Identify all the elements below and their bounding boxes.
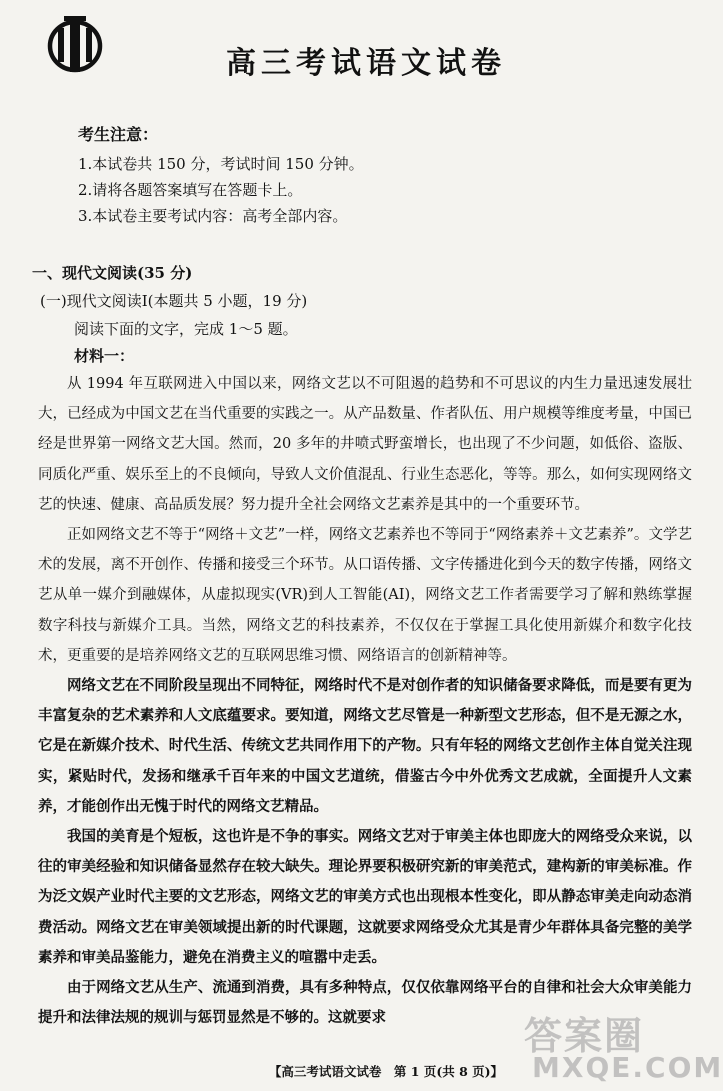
site-watermark <box>504 1001 723 1087</box>
passage-paragraph: 由于网络文艺从生产、流通到消费，具有多种特点，仅仅依靠网络平台的自律和社会大众审美能力提升和法律法规的规训与惩罚显然是不够的。这就要求 <box>38 979 692 1027</box>
notice-heading: 考生注意： <box>78 125 159 144</box>
notice-item-1: 1.本试卷共 150 分，考试时间 150 分钟。 <box>78 155 364 173</box>
reading-instruction: 阅读下面的文字，完成 1～5 题。 <box>74 320 298 338</box>
page-title: 高三考试语文试卷 <box>226 46 506 81</box>
reading-passage <box>38 369 692 1033</box>
passage-paragraph: 我国的美育是个短板，这也许是不争的事实。网络文艺对于审美主体也即庞大的网络受众来说，以往的审美经验和知识储备显然存在较大缺失。理论界要积极研究新的审美范式，建构新的审美标准。作为泛文娱产业时代主要的文艺形态，网络文艺的审美方式也出现根本性变化，即从静态审美走向动态消费活动。网络文艺在审美领域提出新的时代课题，这就要求网络受众尤其是青少年群体具备完整的美学素养和审美品鉴能力，避免在消费主义的喧嚣中走丢。 <box>38 828 692 966</box>
part-title: 一、现代文阅读(35 分) <box>32 264 193 282</box>
passage-paragraph: 网络文艺在不同阶段呈现出不同特征，网络时代不是对创作者的知识储备要求降低，而是要有更为丰富复杂的艺术素养和人文底蕴要求。要知道，网络文艺尽管是一种新型文艺形态，但不是无源之水，它是在新媒介技术、时代生活、传统文艺共同作用下的产物。只有年轻的网络文艺创作主体自觉关注现实，紧贴时代，发扬和继承千百年来的中国文艺道统，借鉴古今中外优秀文艺成就，全面提升人文素养，才能创作出无愧于时代的网络文艺精品。 <box>38 677 692 815</box>
material-label: 材料一： <box>74 347 135 365</box>
watermark-domain: MXQE.COM <box>532 1051 723 1084</box>
passage-paragraph: 正如网络文艺不等于“网络＋文艺”一样，网络文艺素养也不等同于“网络素养＋文艺素养”。文学艺术的发展，离不开创作、传播和接受三个环节。从口语传播、文字传播进化到今天的数字传播，网络文艺从单一媒介到融媒体，从虚拟现实(VR)到人工智能(AI)，网络文艺工作者需要学习了解和熟练掌握数字科技与新媒介工具。当然，网络文艺的科技素养，不仅仅在于掌握工具化使用新媒介和数字化技术，更重要的是培养网络文艺的互联网思维习惯、网络语言的创新精神等。 <box>38 527 692 664</box>
notice-item-3: 3.本试卷主要考试内容：高考全部内容。 <box>78 207 348 225</box>
passage-paragraph: 从 1994 年互联网进入中国以来，网络文艺以不可阻遏的趋势和不可思议的内生力量迅速发展壮大，已经成为中国文艺在当代重要的实践之一。从产品数量、作者队伍、用户规模等维度考量，中国已经是世界第一网络文艺大国。然而，20 多年的井喷式野蛮增长，也出现了不少问题，如低俗、盗版、同质化严重、娱乐至上的不良倾向，导致人文价值混乱、行业生态恶化，等等。那么，如何实现网络文艺的快速、健康、高品质发展？努力提升全社会网络文艺素养是其中的一个重要环节。 <box>38 376 692 513</box>
notice-item-2: 2.请将各题答案填写在答题卡上。 <box>78 181 303 199</box>
sub-section-title: (一)现代文阅读Ⅰ(本题共 5 小题，19 分) <box>40 292 308 310</box>
watermark-logo-text: 答案圈 <box>524 1014 645 1058</box>
exam-notice <box>78 122 364 229</box>
page-footer: 【高三考试语文试卷 第 1 页(共 8 页)】 <box>268 1064 504 1079</box>
